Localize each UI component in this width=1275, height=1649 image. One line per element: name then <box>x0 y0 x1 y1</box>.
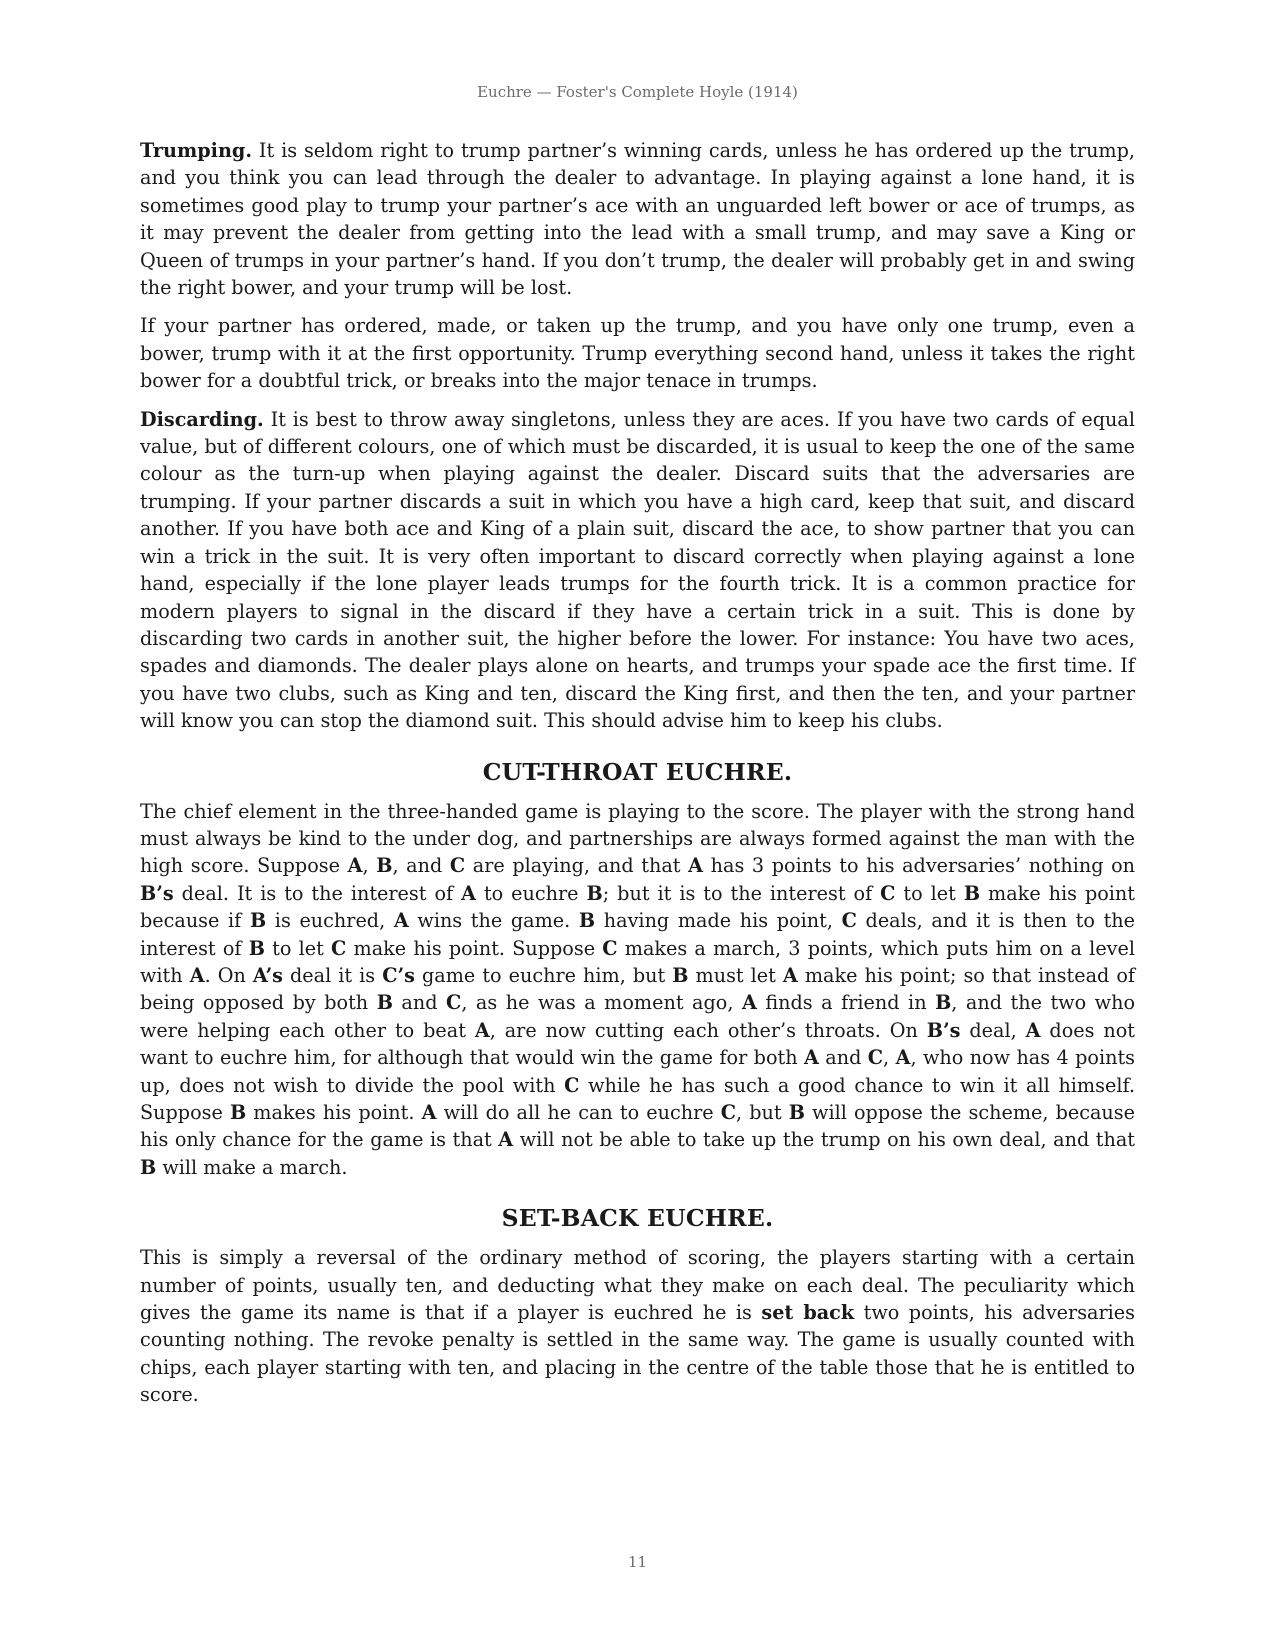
player-letter: C <box>602 936 618 960</box>
section-heading-cut-throat: CUT-THROAT EUCHRE. <box>482 757 793 786</box>
running-head: Euchre — Foster's Complete Hoyle (1914) <box>477 83 798 101</box>
player-letter: B <box>248 936 265 960</box>
paragraph-text: , and <box>392 854 450 878</box>
paragraph-discarding <box>140 406 1135 735</box>
paragraph-text: is euchred, <box>266 909 394 933</box>
player-letter: B <box>578 909 596 933</box>
player-letter: A <box>461 881 476 905</box>
player-letter: A <box>803 1046 819 1070</box>
run-in-heading-trumping: Trumping. <box>140 139 252 162</box>
paragraph-text: This is simply a reversal of the ordinary method of scoring, the players starting with a certain number of points, usually ten, and deducting what they make on each deal. The peculiarity which gives the game its name is that if a player is euchred he is <box>140 1246 1135 1325</box>
player-letter: B <box>249 909 267 933</box>
player-letter: C <box>720 1101 736 1124</box>
player-letter: B <box>376 854 393 878</box>
player-letter: C <box>331 936 347 960</box>
player-letter: B <box>376 991 393 1015</box>
paragraph-text: It is seldom right to trump partner’s winning cards, unless he has ordered up the trump, and you think you can lead through the dealer to advantage. In playing against a lone hand, it is sometimes good play to trump your partner’s ace with an unguarded left bower or ace of trumps, as it may prevent the dealer from getting into the lead with a small trump, and may save a King or Queen of trumps in your partner’s hand. If you don’t trump, the dealer will probably get in and swing the right bower, and your trump will be lost. <box>140 139 1135 300</box>
paragraph-text: to let <box>895 881 964 905</box>
paragraph-text: to euchre <box>475 881 587 905</box>
player-letter: A <box>895 1046 911 1070</box>
paragraph-text: will make a march. <box>156 1155 348 1179</box>
paragraph-text: two points, his adversaries counting nothing. The revoke penalty is settled in the same way. The game is usually counted with chips, each player starting with ten, and placing in the centre of the table those that he is entitled to score. <box>140 1301 1135 1407</box>
paragraph-text: are playing, and that <box>465 854 689 878</box>
paragraph-text: will do all he can to euchre <box>436 1101 721 1124</box>
player-letter: C <box>446 991 462 1015</box>
paragraph-text: makes his point. <box>246 1101 422 1124</box>
paragraph-text: wins the game. <box>408 909 579 933</box>
paragraph-text: deal, <box>960 1018 1026 1042</box>
player-letter: A <box>421 1101 437 1124</box>
paragraph-text: ; but it is to the interest of <box>602 881 881 905</box>
player-letter: B <box>788 1101 805 1124</box>
player-letter: C <box>564 1073 580 1097</box>
paragraph-text: make his point; so that instead of being opposed by both <box>140 963 1135 1015</box>
section-heading-set-back: SET-BACK EUCHRE. <box>501 1204 774 1233</box>
paragraph-text: and <box>392 991 447 1015</box>
player-letter: A <box>688 854 704 878</box>
player-letter: B <box>935 991 952 1015</box>
player-letter: A <box>498 1128 514 1152</box>
body-text <box>140 137 1135 1420</box>
paragraph-text: It is best to throw away singletons, unless they are aces. If you have two cards of equal value, but of different colours, one of which must be discarded, it is usual to keep the one of the same colour as the turn-up when playing against the dealer. Discard suits that the adversaries are trumping. If your partner discards a suit in which you have a high card, keep that suit, and discard another. If you have both ace and King of a plain suit, discard the ace, to show partner that you can win a trick in the suit. It is very often important to discard correctly when playing against a lone hand, especially if the lone player leads trumps for the fourth trick. It is a common practice for modern players to signal in the discard if they have a certain trick in a suit. This is done by discarding two cards in another suit, the higher before the lower. For instance: You have two aces, spades and diamonds. The dealer plays alone on hearts, and trumps your spade ace the first time. If you have two clubs, such as King and ten, discard the King first, and then the ten, and your partner will know you can stop the diamond suit. This should advise him to keep his clubs. <box>140 407 1135 733</box>
paragraph-text: to let <box>264 936 332 960</box>
player-letter: A <box>782 963 798 987</box>
player-letter: B <box>586 881 603 905</box>
player-letter: C’s <box>382 963 415 987</box>
paragraph-text: while he has such a good chance to win it all himself. Suppose <box>140 1073 1135 1124</box>
paragraph-text: , who now has 4 points up, does not wish to divide the pool with <box>140 1046 1135 1097</box>
player-letter: C <box>880 881 896 905</box>
paragraph-text: , <box>362 854 377 878</box>
paragraph-text: has 3 points to his adversaries’ nothing on <box>703 854 1136 878</box>
paragraph-text: finds a friend in <box>756 991 936 1015</box>
paragraph-text: deal it is <box>282 963 383 987</box>
player-letter: A <box>189 963 205 987</box>
player-letter: A <box>393 909 409 933</box>
paragraph-text: deal. It is to the interest of <box>173 881 462 905</box>
player-letter: A <box>347 854 363 878</box>
player-letter: A <box>1025 1018 1041 1042</box>
paragraph-text: having made his point, <box>595 909 842 933</box>
paragraph-text: and <box>818 1046 868 1070</box>
player-letter: B <box>140 1155 157 1179</box>
player-letter: B’s <box>926 1018 961 1042</box>
paragraph-text: , are now cutting each other’s throats. On <box>489 1018 927 1042</box>
paragraph-trumping <box>140 137 1135 301</box>
player-letter: C <box>449 854 466 878</box>
run-in-heading-discarding: Discarding. <box>140 407 264 431</box>
paragraph-set-back <box>140 1244 1135 1408</box>
paragraph-text: does not want to euchre him, for although that would win the game for both <box>140 1018 1135 1070</box>
paragraph-text: make his point because if <box>140 881 1136 933</box>
paragraph-text: The chief element in the three-handed game is playing to the score. The player with the strong hand must always be kind to the under dog, and partnerships are always formed against the man with the high score. Suppose <box>140 799 1135 878</box>
term-set-back: set back <box>761 1301 855 1325</box>
player-letter: B <box>963 881 981 905</box>
player-letter: C <box>867 1046 884 1070</box>
paragraph-text: game to euchre him, but <box>414 963 673 987</box>
paragraph-trump-partner: If your partner has ordered, made, or taken up the trump, and you have only one trump, even a bower, trump with it at the first opportunity. Trump everything second hand, unless it takes the right bower for a doubtful trick, or breaks into the major tenace in trumps. <box>140 314 1135 393</box>
player-letter: C <box>841 909 857 933</box>
player-letter: A <box>741 991 757 1015</box>
paragraph-text: deals, and it is then to the interest of <box>140 909 1135 960</box>
paragraph-cut-throat <box>140 798 1135 1182</box>
paragraph-text: , <box>883 1046 896 1070</box>
player-letter: B <box>672 963 689 987</box>
player-letter: A’s <box>252 963 283 987</box>
paragraph-text: make his point. Suppose <box>346 936 603 960</box>
paragraph-text: must let <box>688 963 783 987</box>
paragraph-text: , but <box>736 1101 789 1124</box>
paragraph-text: , as he was a moment ago, <box>461 991 742 1015</box>
paragraph-text: will not be able to take up the trump on his own deal, and that <box>513 1128 1135 1152</box>
player-letter: B <box>229 1101 247 1124</box>
page-number: 11 <box>627 1553 648 1571</box>
paragraph-text: will oppose the scheme, because his only chance for the game is that <box>140 1101 1135 1152</box>
paragraph-text: makes a march, 3 points, which puts him on a level with <box>140 936 1135 987</box>
paragraph-text: , and the two who were helping each other to beat <box>140 991 1135 1042</box>
player-letter: A <box>474 1018 490 1042</box>
player-letter: B’s <box>140 881 174 905</box>
paragraph-text: . On <box>204 963 253 987</box>
